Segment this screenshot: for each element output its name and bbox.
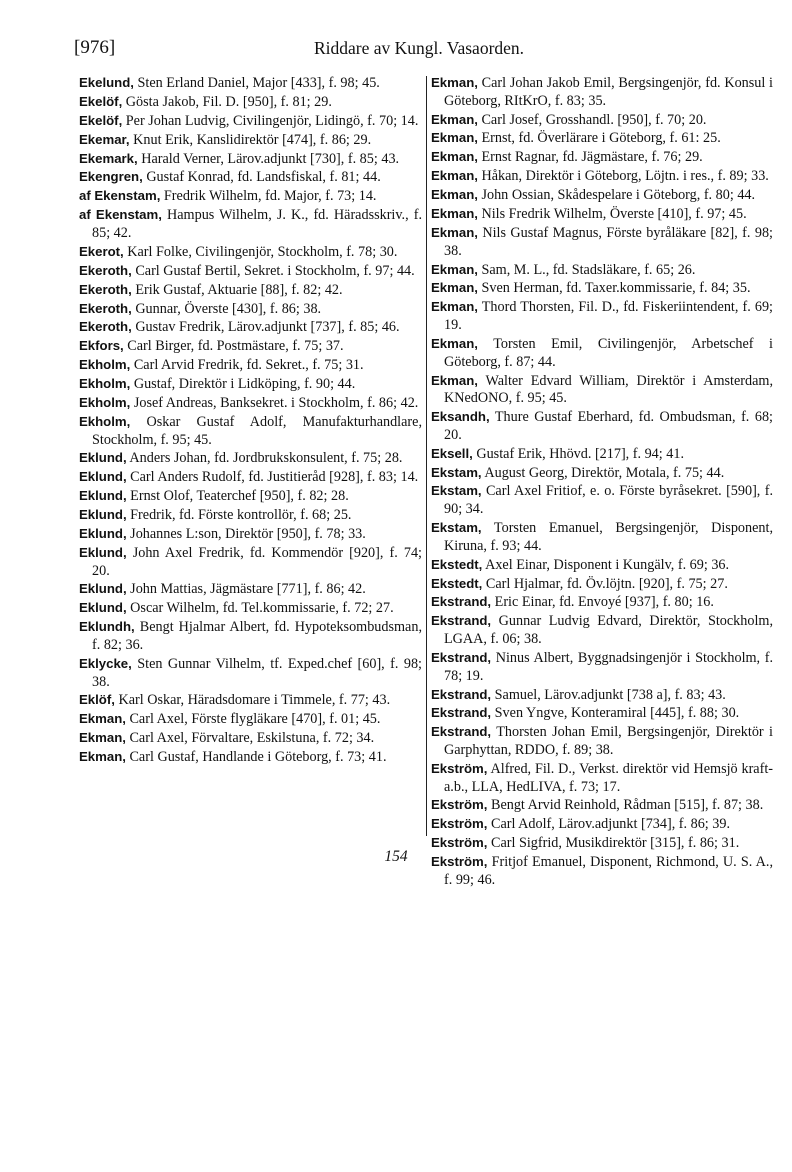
entry-details: Hampus Wilhelm, J. K., fd. Häradsskriv., f. 85; 42. <box>92 207 422 241</box>
register-entry <box>79 449 422 468</box>
register-entry <box>431 612 773 648</box>
entry-surname: Ekelöf, <box>79 112 123 128</box>
entry-details: Eric Einar, fd. Envoyé [937], f. 80; 16. <box>491 594 714 611</box>
register-entry <box>431 148 773 167</box>
entry-surname: Eklund, <box>79 469 127 485</box>
register-entry <box>431 335 773 371</box>
entry-surname: Ekholm, <box>79 413 131 429</box>
register-entry <box>79 262 422 281</box>
register-entry <box>431 186 773 205</box>
register-entry <box>79 525 422 544</box>
entry-details: Carl Axel, Förvaltare, Eskilstuna, f. 72; 34. <box>125 730 375 747</box>
entry-surname: Ekman, <box>431 187 478 203</box>
register-entry <box>79 468 422 487</box>
entry-details: Fredrik, fd. Förste kontrollör, f. 68; 25. <box>126 507 352 524</box>
page-header <box>74 37 764 63</box>
register-entry <box>431 575 773 594</box>
entry-surname: Ekelöf, <box>79 93 123 109</box>
entry-details: Gustaf, Direktör i Lidköping, f. 90; 44. <box>130 376 356 393</box>
entry-details: Håkan, Direktör i Göteborg, Löjtn. i res., f. 89; 33. <box>477 168 769 185</box>
register-entry <box>79 318 422 337</box>
entry-details: Knut Erik, Kanslidirektör [474], f. 86; 29. <box>129 131 372 148</box>
register-entry <box>79 618 422 654</box>
entry-surname: Ekeroth, <box>79 319 132 335</box>
register-entry <box>79 300 422 319</box>
entry-details: Sam, M. L., fd. Stadsläkare, f. 65; 26. <box>477 261 696 278</box>
entry-surname: Ekström, <box>431 835 488 851</box>
register-entry <box>431 686 773 705</box>
register-entry <box>79 710 422 729</box>
entry-details: Bengt Arvid Reinhold, Rådman [515], f. 87; 38. <box>487 797 764 814</box>
entry-details: Josef Andreas, Banksekret. i Stockholm, f. 86; 42. <box>130 394 419 411</box>
entry-details: Sten Erland Daniel, Major [433], f. 98; 45. <box>133 75 380 91</box>
entry-details: Karl Oskar, Häradsdomare i Timmele, f. 77; 43. <box>114 692 391 709</box>
entry-surname: Ekemark, <box>79 150 138 166</box>
entry-surname: Ekstrand, <box>431 705 492 721</box>
entry-surname: af Ekenstam, <box>79 188 161 204</box>
entry-details: Bengt Hjalmar Albert, fd. Hypoteksombudsman, f. 82; 36. <box>92 619 422 653</box>
register-entry <box>431 261 773 280</box>
entry-details: Carl Johan Jakob Emil, Bergsingenjör, fd. Konsul i Göteborg, RItKrO, f. 83; 35. <box>444 75 773 109</box>
entry-surname: Ekman, <box>431 299 478 315</box>
register-entry <box>79 112 422 131</box>
entry-details: Harald Verner, Lärov.adjunkt [730], f. 85; 43. <box>137 150 400 167</box>
register-entry <box>79 544 422 580</box>
entry-details: August Georg, Direktör, Motala, f. 75; 44. <box>481 464 725 481</box>
register-entry <box>431 519 773 555</box>
entry-details: Oscar Wilhelm, fd. Tel.kommissarie, f. 72; 27. <box>126 600 394 617</box>
entry-surname: Ekholm, <box>79 376 131 392</box>
entry-details: Gunnar, Överste [430], f. 86; 38. <box>131 300 322 317</box>
entry-details: Torsten Emil, Civilingenjör, Arbetschef i Göteborg, f. 87; 44. <box>444 335 773 370</box>
register-entry <box>79 748 422 767</box>
register-entry <box>431 760 773 796</box>
entry-details: Gustaf Erik, Hhövd. [217], f. 94; 41. <box>472 445 685 462</box>
entry-surname: af Ekenstam, <box>79 207 162 223</box>
register-entry <box>79 729 422 748</box>
column-divider <box>426 76 427 836</box>
entry-surname: Ekstrand, <box>431 724 492 740</box>
register-entry <box>431 464 773 483</box>
register-entry <box>79 599 422 618</box>
entry-details: Erik Gustaf, Aktuarie [88], f. 82; 42. <box>131 281 343 298</box>
entry-surname: Eklöf, <box>79 692 115 708</box>
entry-surname: Ekstrand, <box>431 649 492 665</box>
entry-surname: Ekman, <box>431 149 478 165</box>
entry-surname: Ekstrand, <box>431 594 492 610</box>
left-column <box>79 74 422 767</box>
register-entry <box>431 815 773 834</box>
entry-details: Fredrik Wilhelm, fd. Major, f. 73; 14. <box>160 188 377 205</box>
register-entry <box>79 187 422 206</box>
register-entry <box>431 649 773 685</box>
entry-surname: Ekman, <box>431 206 478 222</box>
entry-details: Thorsten Johan Emil, Bergsingenjör, Direktör i Garphyttan, RDDO, f. 89; 38. <box>444 724 773 758</box>
register-entry <box>431 408 773 444</box>
running-title: Riddare av Kungl. Vasaorden. <box>313 38 525 58</box>
bracketed-page-number: [976] <box>74 37 116 58</box>
entry-surname: Ekengren, <box>79 169 143 185</box>
register-entry <box>79 131 422 150</box>
register-entry <box>431 445 773 464</box>
entry-surname: Eklycke, <box>79 655 132 671</box>
register-entry <box>79 281 422 300</box>
register-entry <box>79 243 422 262</box>
register-entry <box>431 167 773 186</box>
register-entry <box>79 74 422 93</box>
entry-details: John Mattias, Jägmästare [771], f. 86; 42. <box>126 581 366 598</box>
entry-surname: Ekerot, <box>79 243 124 259</box>
page-number: 154 <box>384 848 408 865</box>
register-entry <box>431 723 773 759</box>
entry-surname: Ekfors, <box>79 338 124 354</box>
entry-details: Alfred, Fil. D., Verkst. direktör vid Hemsjö kraft-a.b., LLA, HedLIVA, f. 73; 17. <box>444 760 773 795</box>
entry-details: Carl Gustaf, Handlande i Göteborg, f. 73; 41. <box>125 749 387 766</box>
entry-surname: Ekman, <box>431 168 478 184</box>
entry-surname: Ekstrand, <box>431 613 492 629</box>
entry-details: Ernst, fd. Överlärare i Göteborg, f. 61: 25. <box>477 130 721 147</box>
entry-details: Carl Hjalmar, fd. Öv.löjtn. [920], f. 75; 27. <box>482 575 728 592</box>
register-entry <box>431 556 773 575</box>
entry-details: Karl Folke, Civilingenjör, Stockholm, f. 78; 30. <box>123 243 398 260</box>
entry-surname: Ekström, <box>431 760 488 776</box>
register-entry <box>79 413 422 449</box>
right-column <box>431 74 773 890</box>
register-entry <box>79 655 422 691</box>
register-entry <box>79 394 422 413</box>
entry-surname: Eklundh, <box>79 619 135 635</box>
entry-details: Nils Fredrik Wilhelm, Överste [410], f. 97; 45. <box>477 206 747 223</box>
entry-details: Samuel, Lärov.adjunkt [738 a], f. 83; 43. <box>491 686 726 703</box>
register-entry <box>431 111 773 130</box>
entry-surname: Ekstedt, <box>431 556 483 572</box>
register-entry <box>79 337 422 356</box>
register-entry <box>79 487 422 506</box>
entry-details: Carl Birger, fd. Postmästare, f. 75; 37. <box>123 338 344 355</box>
entry-surname: Ekstrand, <box>431 686 492 702</box>
entry-details: Carl Josef, Grosshandl. [950], f. 70; 20. <box>477 111 707 128</box>
register-entry <box>79 691 422 710</box>
entry-details: Carl Anders Rudolf, fd. Justitieråd [928], f. 83; 14. <box>126 469 419 486</box>
register-entry <box>79 375 422 394</box>
entry-details: Fritjof Emanuel, Disponent, Richmond, U. S. A., f. 99; 46. <box>444 854 773 888</box>
entry-details: Nils Gustaf Magnus, Förste byråläkare [82], f. 98; 38. <box>444 224 773 259</box>
entry-surname: Ekelund, <box>79 75 134 90</box>
entry-surname: Eklund, <box>79 488 127 504</box>
entry-details: Ernst Olof, Teaterchef [950], f. 82; 28. <box>126 488 349 505</box>
entry-surname: Ekman, <box>431 130 478 146</box>
register-entry <box>431 224 773 260</box>
entry-details: Gustav Fredrik, Lärov.adjunkt [737], f. 85; 46. <box>131 319 400 336</box>
entry-details: Sven Yngve, Konteramiral [445], f. 88; 30. <box>491 705 740 722</box>
entry-surname: Ekeroth, <box>79 300 132 316</box>
entry-details: Carl Gustaf Bertil, Sekret. i Stockholm, f. 97; 44. <box>131 262 415 279</box>
register-entry <box>431 298 773 334</box>
entry-surname: Eklund, <box>79 450 127 466</box>
entry-surname: Eklund, <box>79 507 127 523</box>
entry-details: John Axel Fredrik, fd. Kommendör [920], f. 74; 20. <box>92 544 422 579</box>
entry-surname: Ekstedt, <box>431 575 483 591</box>
entry-surname: Eklund, <box>79 526 127 541</box>
entry-surname: Ekstam, <box>431 464 482 480</box>
register-entry <box>431 74 773 110</box>
entry-details: Sten Gunnar Vilhelm, tf. Exped.chef [60], f. 98; 38. <box>92 655 422 690</box>
entry-details: Gunnar Ludvig Edvard, Direktör, Stockholm, LGAA, f. 06; 38. <box>444 613 773 648</box>
entry-surname: Ekman, <box>79 749 126 765</box>
entry-details: Carl Axel Fritiof, e. o. Förste byråsekret. [590], f. 90; 34. <box>444 483 773 518</box>
entry-surname: Ekman, <box>431 261 478 277</box>
register-entry <box>79 206 422 242</box>
entry-surname: Ekman, <box>431 280 478 296</box>
entry-surname: Eksell, <box>431 445 473 461</box>
entry-details: Torsten Emanuel, Bergsingenjör, Disponent, Kiruna, f. 93; 44. <box>444 520 773 554</box>
entry-surname: Ekman, <box>431 224 478 240</box>
entry-surname: Eksandh, <box>431 409 490 425</box>
entry-details: Oskar Gustaf Adolf, Manufakturhandlare, Stockholm, f. 95; 45. <box>92 413 422 448</box>
entry-surname: Ekström, <box>431 854 488 870</box>
entry-details: Gösta Jakob, Fil. D. [950], f. 81; 29. <box>122 93 332 110</box>
register-entry <box>431 704 773 723</box>
entry-surname: Eklund, <box>79 581 127 597</box>
entry-details: Sven Herman, fd. Taxer.kommissarie, f. 84; 35. <box>477 280 751 297</box>
entry-details: Thord Thorsten, Fil. D., fd. Fiskeriintendent, f. 69; 19. <box>444 299 773 334</box>
entry-surname: Eklund, <box>79 600 127 616</box>
register-entry <box>431 205 773 224</box>
entry-details: Thure Gustaf Eberhard, fd. Ombudsman, f. 68; 20. <box>444 409 773 443</box>
register-entry <box>431 372 773 408</box>
entry-surname: Ekstam, <box>431 520 482 536</box>
entry-details: Per Johan Ludvig, Civilingenjör, Lidingö, f. 70; 14. <box>122 112 419 129</box>
entry-surname: Ekman, <box>79 730 126 746</box>
register-entry <box>431 796 773 815</box>
entry-surname: Ekman, <box>431 75 478 90</box>
entry-details: Gustaf Konrad, fd. Landsfiskal, f. 81; 44. <box>142 169 381 186</box>
entry-details: Ernst Ragnar, fd. Jägmästare, f. 76; 29. <box>477 149 703 166</box>
register-entry <box>79 356 422 375</box>
register-entry <box>79 580 422 599</box>
register-entry <box>431 129 773 148</box>
register-entry <box>431 279 773 298</box>
register-entry <box>79 506 422 525</box>
register-entry <box>431 482 773 518</box>
entry-details: Carl Adolf, Lärov.adjunkt [734], f. 86; 39. <box>487 816 731 833</box>
entry-surname: Ekholm, <box>79 357 131 373</box>
entry-surname: Ekman, <box>431 335 478 351</box>
entry-surname: Ekman, <box>79 711 126 727</box>
entry-surname: Ekström, <box>431 816 488 832</box>
entry-surname: Ekman, <box>431 111 478 127</box>
entry-surname: Ekeroth, <box>79 262 132 278</box>
entry-details: John Ossian, Skådespelare i Göteborg, f. 80; 44. <box>477 187 756 204</box>
entry-details: Johannes L:son, Direktör [950], f. 78; 33. <box>126 526 366 542</box>
entry-surname: Ekstam, <box>431 483 482 499</box>
register-entry <box>79 168 422 187</box>
register-entry <box>79 150 422 169</box>
entry-details: Axel Einar, Disponent i Kungälv, f. 69; 36. <box>482 556 730 573</box>
entry-surname: Ekholm, <box>79 394 131 410</box>
entry-details: Anders Johan, fd. Jordbrukskonsulent, f. 75; 28. <box>126 450 403 467</box>
entry-details: Carl Sigfrid, Musikdirektör [315], f. 86; 31. <box>487 835 740 852</box>
entry-details: Carl Axel, Förste flygläkare [470], f. 01; 45. <box>125 711 381 728</box>
entry-details: Walter Edvard William, Direktör i Amsterdam, KNedONO, f. 95; 45. <box>444 372 773 407</box>
entry-surname: Ekström, <box>431 797 488 813</box>
entry-surname: Ekeroth, <box>79 281 132 297</box>
entry-surname: Ekman, <box>431 372 478 388</box>
register-entry <box>431 593 773 612</box>
entry-details: Ninus Albert, Byggnadsingenjör i Stockholm, f. 78; 19. <box>444 649 773 684</box>
entry-surname: Eklund, <box>79 544 127 560</box>
entry-details: Carl Arvid Fredrik, fd. Sekret., f. 75; 31. <box>130 357 364 374</box>
register-entry <box>79 93 422 112</box>
entry-surname: Ekemar, <box>79 131 130 147</box>
